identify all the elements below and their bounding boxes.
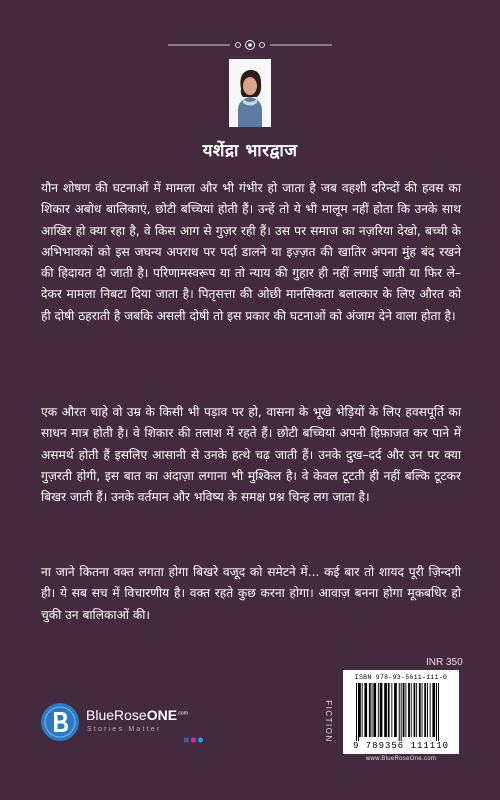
blurb-paragraph-1: यौन शोषण की घटनाओं में मामला और भी गंभीर हो जाता है जब वहशी दरिन्दों की हवस का शिकार अबोध बालिकाएं, छोटी बच्चियां होती हैं। उन्हें तो ये भी मालूम नहीं होता कि उनके साथ आखिर हो क्या रहा है, वे किस आग से गुज़र रही हैं। उस पर समाज का नज़रिया देखो, बच्ची के अभिभावकों को इस जघन्य अपराध पर पर्दा डालने या इज़्ज़त की खातिर अपना मुंह बंद रखने की हिदायत दी जाती है। परिणामस्वरूप या तो न्याय की गुहार ही नहीं लगाई जाती या फिर ले–देकर मामला निबटा दिया जाता है। पितृसत्ता की ओछी मानसिकता बलात्कार के लिए औरत को ही दोषी ठहराती है जबकि असली दोषी तो इस प्रकार की घटनाओं को अंजाम देने वाला होता है।: [41, 181, 461, 323]
genre-text: FICTION: [323, 699, 333, 743]
publisher-name-suffix: .com: [177, 710, 188, 717]
price-label: INR 350: [426, 657, 463, 668]
instagram-icon: [191, 738, 196, 743]
twitter-icon: [198, 738, 203, 743]
publisher-name: [86, 707, 188, 723]
bluerose-logo-icon: [40, 702, 80, 742]
genre-label: [322, 686, 334, 756]
blurb-paragraph-2: एक औरत चाहे वो उम्र के किसी भी पड़ाव पर हो, वासना के भूखे भेड़ियों के लिए हवसपूर्ति का साधन मात्र होती है। वे शिकार की तलाश में रहते हैं। छोटी बच्चियां अपनी हिफ़ाजत कर पाने में असमर्थ होती हैं इसलिए आसानी से उनके हत्थे चढ़ जाती हैं। उनके दुख–दर्द और उन पर क्या गुज़रती होगी, इस बात का अंदाज़ा लगाना भी मुश्किल है। वे केवल टूटती ही नहीं बल्कि टूटकर बिखर जाती हैं। उनके वर्तमान और भविष्य के समक्ष प्रश्न चिन्ह लग जाता है।: [41, 405, 461, 505]
publisher-tagline: Stories Matter: [87, 726, 162, 733]
isbn-barcode: [343, 670, 459, 754]
social-media-icons: [184, 737, 206, 743]
blurb-paragraph-3: ना जाने कितना वक्त लगता होगा बिखरे वजूद को समेटने में... कई बार तो शायद पूरी ज़िन्दगी ही। ये सब सच में विचारणीय है। वक्त रहते कुछ करना होगा। आवाज़ बनना होगा मूकबधिर हो चुकी उन बालिकाओं की।: [41, 565, 461, 622]
publisher-website: www.BlueRoseOne.com: [365, 756, 437, 762]
barcode-number: 9 789356 111110: [352, 741, 449, 751]
barcode-bars: [354, 683, 448, 741]
isbn-label: ISBN 978-93-5611-111-0: [354, 674, 448, 681]
decorative-divider: [168, 38, 332, 52]
publisher-name-bold: ONE: [146, 707, 178, 723]
author-name: यशेंद्रा भारद्वाज: [202, 141, 298, 161]
author-photo: [229, 59, 271, 127]
publisher-name-light: BlueRose: [86, 707, 147, 723]
facebook-icon: [184, 738, 189, 743]
